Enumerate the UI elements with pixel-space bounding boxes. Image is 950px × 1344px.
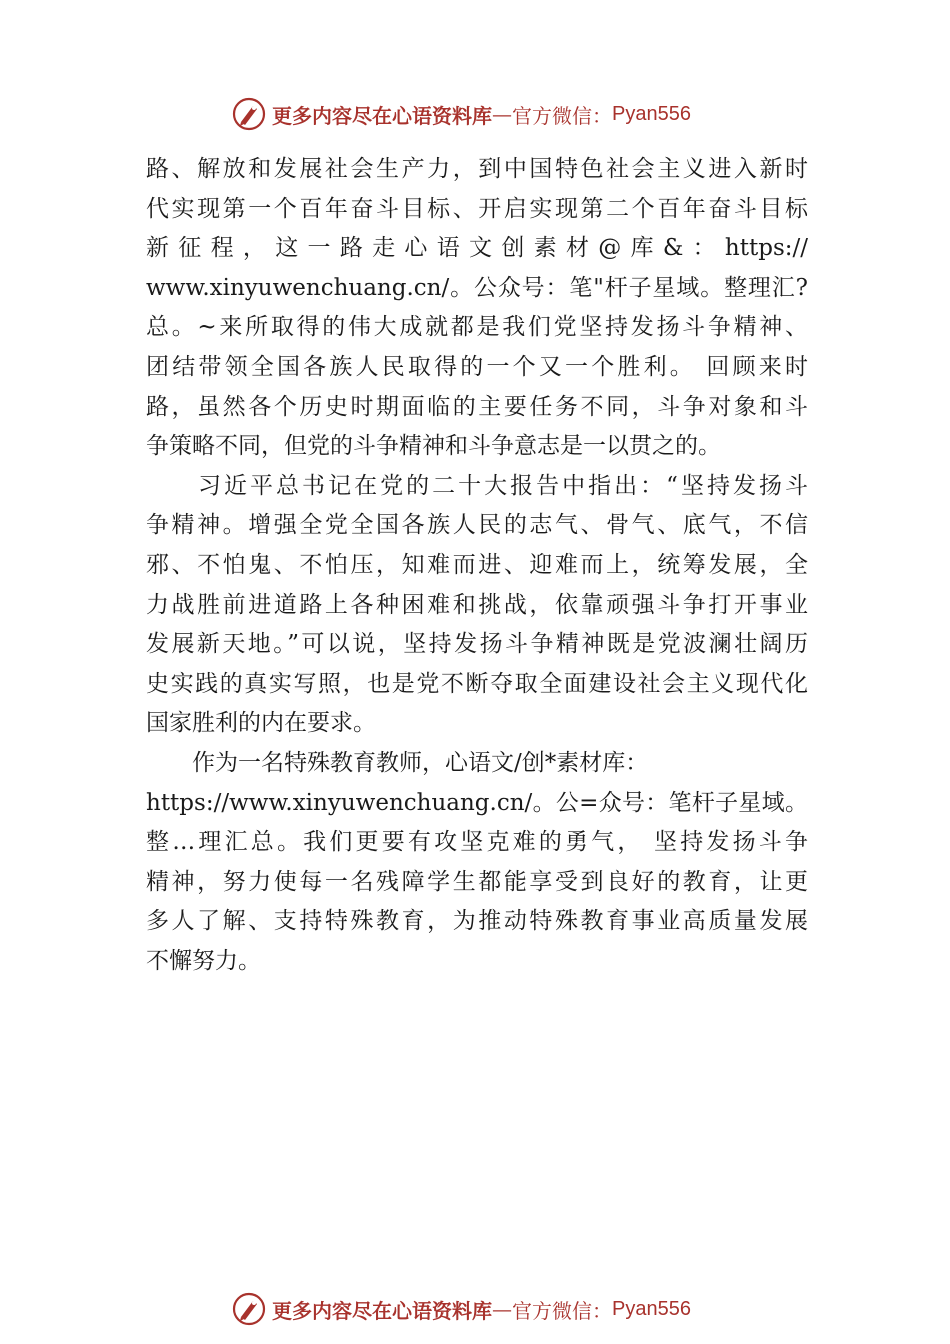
text-line: 发展新天地。”可以说，坚持发扬斗争精神既是党波澜壮阔历 <box>146 631 808 658</box>
text-line: 不懈努力。 <box>146 947 261 974</box>
banner-main-text: 更多内容尽在心语资料库 <box>272 103 492 128</box>
text-line: 路，虽然各个历史时期面临的主要任务不同，斗争对象和斗 <box>146 393 808 420</box>
text-line: 争精神。增强全党全国各族人民的志气、骨气、底气，不信 <box>146 512 808 539</box>
text-line: 代实现第一个百年奋斗目标、开启实现第二个百年奋斗目标 <box>146 195 808 222</box>
pen-logo-icon <box>232 97 266 131</box>
pen-logo-icon <box>232 1292 266 1326</box>
text-line: 习近平总书记在党的二十大报告中指出：“坚持发扬斗 <box>146 472 808 499</box>
banner-wechat-id: Pyan556 <box>612 1297 691 1320</box>
text-line: https://www.xinyuwenchuang.cn/。公=众号：笔杆子星域。 <box>146 789 808 816</box>
banner-wechat-label: 官方微信： <box>512 1298 612 1323</box>
banner-main-text: 更多内容尽在心语资料库 <box>272 1298 492 1323</box>
text-line: www.xinyuwenchuang.cn/。公众号：笔"杆子星域。整理汇? <box>146 274 808 301</box>
text-line: 争策略不同，但党的斗争精神和斗争意志是一以贯之的。 <box>146 433 721 460</box>
footer-banner <box>232 1291 691 1327</box>
document-body <box>146 150 808 981</box>
banner-dash: — <box>492 1297 512 1321</box>
text-line: 多人了解、支持特殊教育，为推动特殊教育事业高质量发展 <box>146 908 808 935</box>
text-line: 整…理汇总。我们更要有攻坚克难的勇气， 坚持发扬斗争 <box>146 829 808 856</box>
banner-dash: — <box>492 102 512 126</box>
text-line: 史实践的真实写照，也是党不断夺取全面建设社会主义现代化 <box>146 670 808 697</box>
text-line: 路、解放和发展社会生产力，到中国特色社会主义进入新时 <box>146 156 808 182</box>
header-banner <box>232 96 691 132</box>
text-line: 国家胜利的内在要求。 <box>146 710 376 737</box>
text-line: 作为一名特殊教育教师，心语文/创*素材库： <box>146 749 649 776</box>
text-line: 邪、不怕鬼、不怕压，知难而进、迎难而上，统筹发展，全 <box>146 551 808 578</box>
text-line: 精神，努力使每一名残障学生都能享受到良好的教育，让更 <box>146 868 808 895</box>
text-line: 团结带领全国各族人民取得的一个又一个胜利。 回顾来时 <box>146 353 808 380</box>
banner-wechat-id: Pyan556 <box>612 102 691 125</box>
text-line: 总。~来所取得的伟大成就都是我们党坚持发扬斗争精神、 <box>146 314 808 341</box>
text-line: 力战胜前进道路上各种困难和挑战，依靠顽强斗争打开事业 <box>146 591 808 618</box>
banner-wechat-label: 官方微信： <box>512 103 612 128</box>
text-line: 新征程，这一路走心语文创素材@库&：https:// <box>146 235 808 262</box>
